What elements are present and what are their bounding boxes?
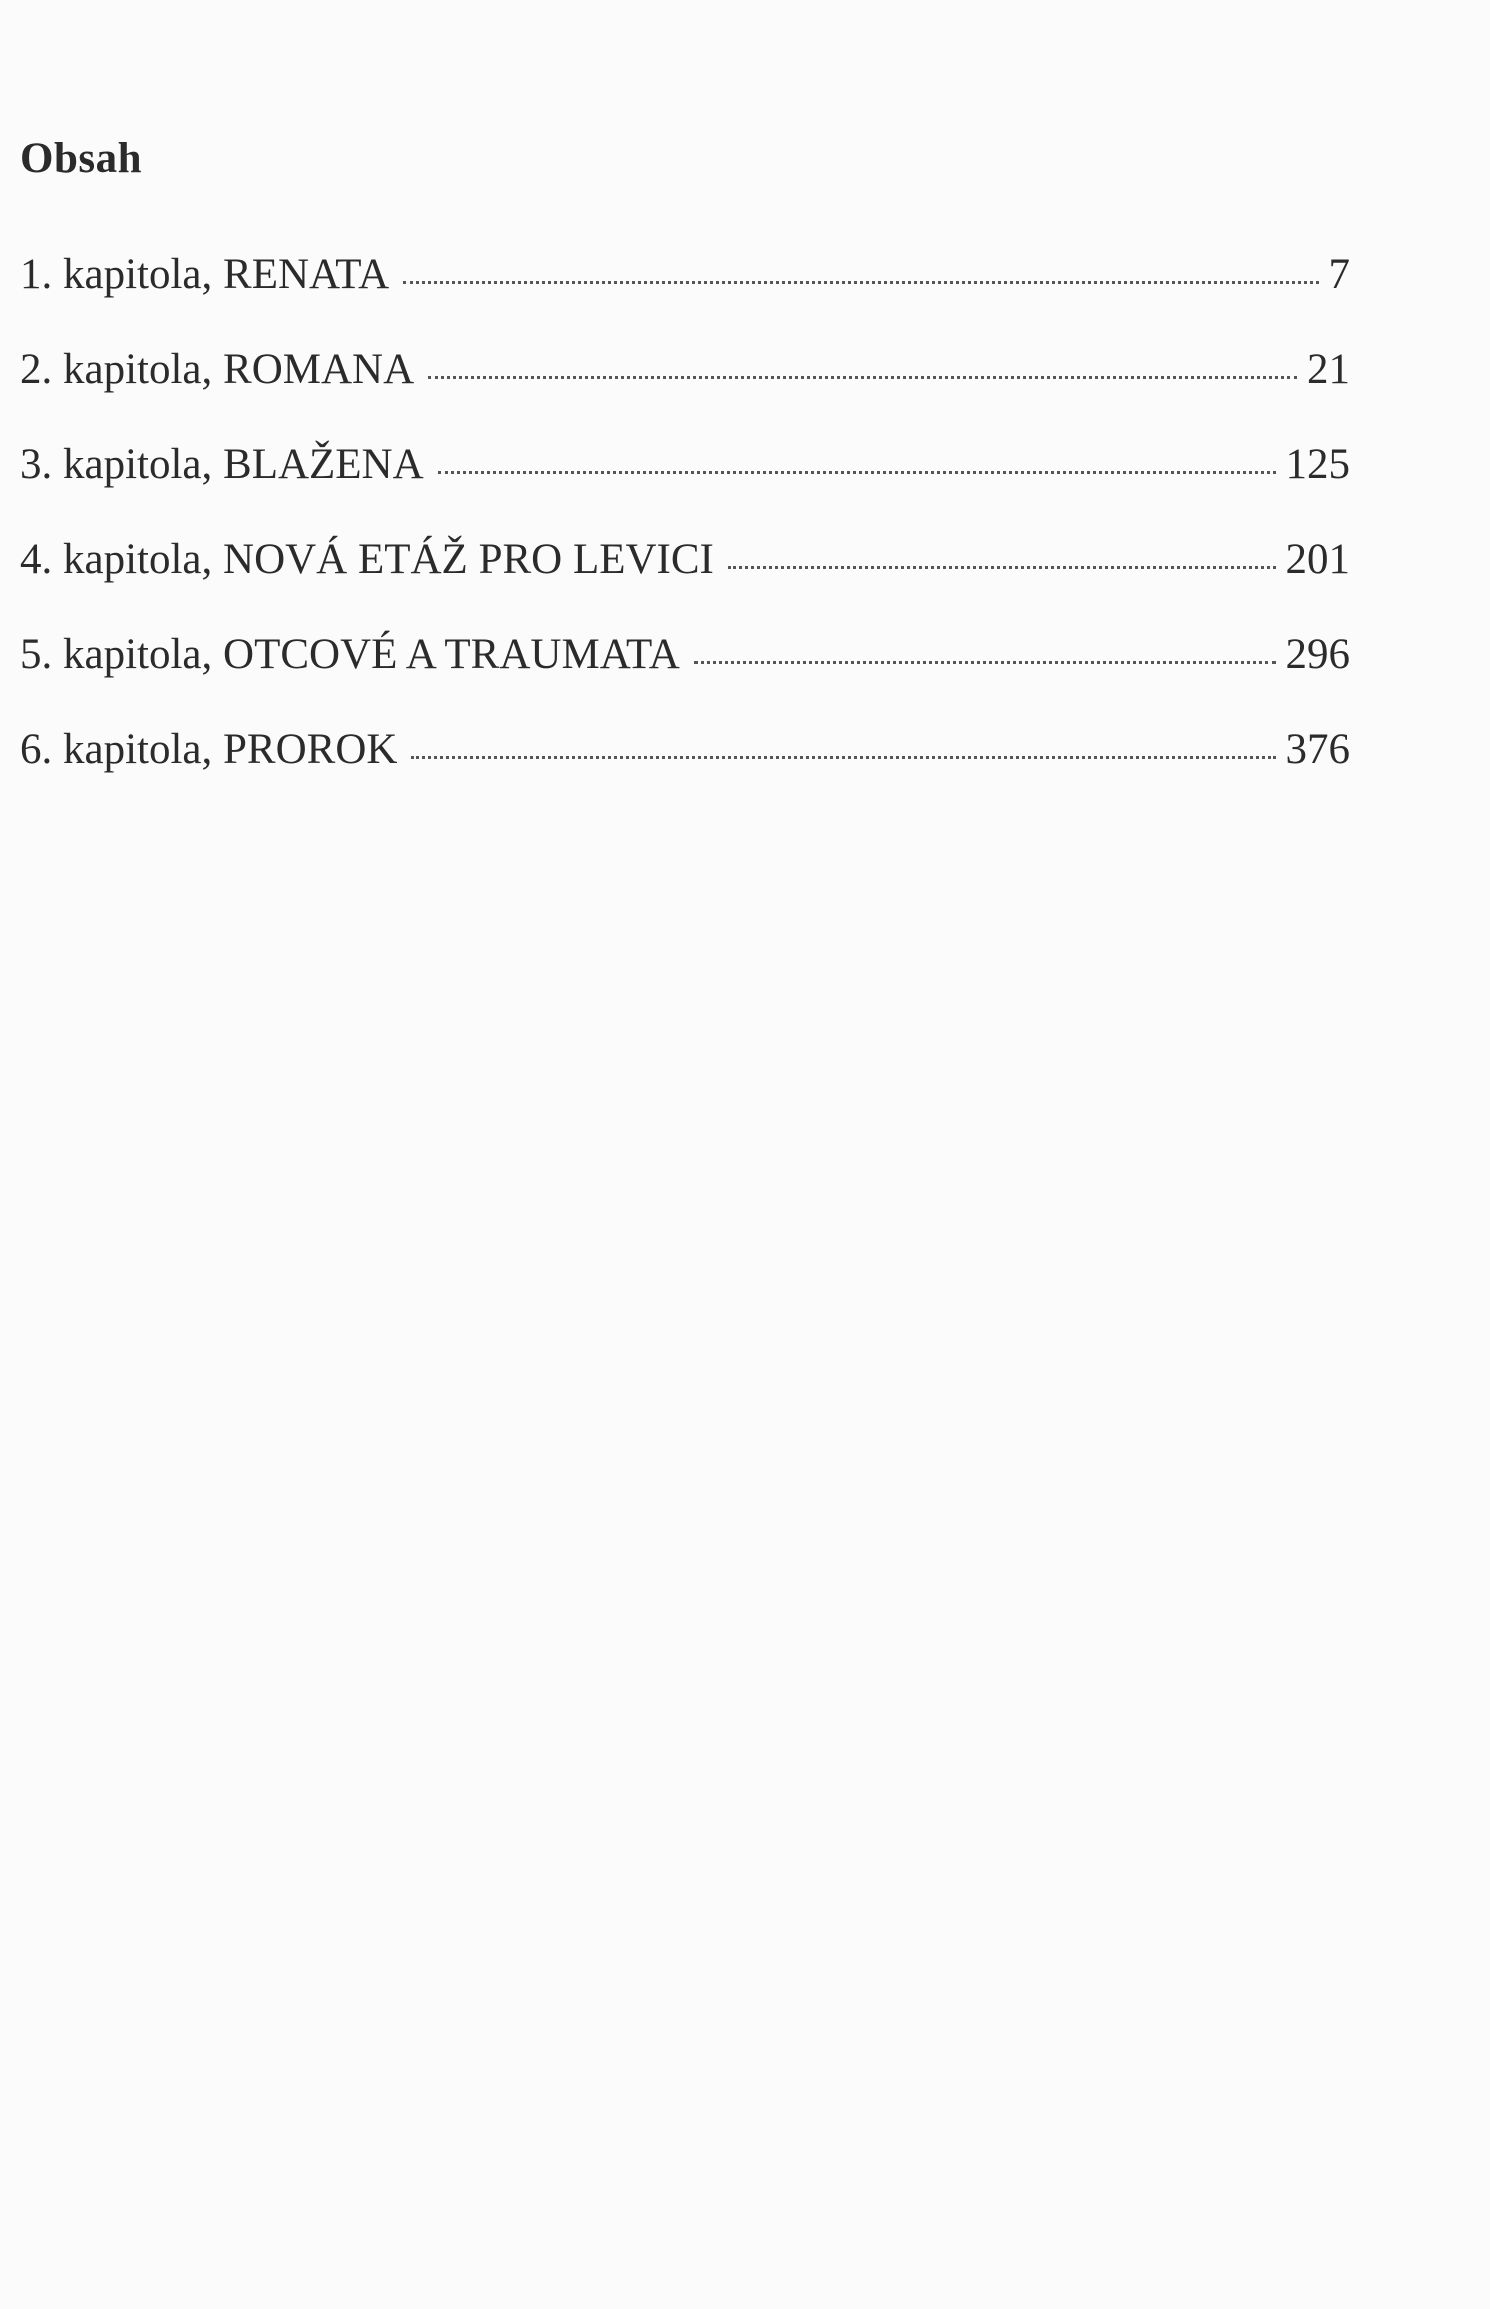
dot-leader [728, 566, 1276, 569]
toc-entry-page-number: 21 [1307, 346, 1350, 393]
toc-entry [20, 253, 1350, 348]
toc-entry-page-number: 125 [1285, 441, 1350, 488]
page-title: Obsah [20, 134, 143, 182]
toc-entry-title: 5. kapitola, OTCOVÉ A TRAUMATA [20, 631, 680, 678]
toc-entry-page-number: 7 [1328, 251, 1350, 298]
toc-entry [20, 348, 1350, 443]
toc-entry-page-number: 201 [1285, 536, 1350, 583]
toc-entry [20, 538, 1350, 633]
toc-entry-title: 4. kapitola, NOVÁ ETÁŽ PRO LEVICI [20, 536, 714, 583]
dot-leader [411, 756, 1275, 759]
toc-entry [20, 443, 1350, 538]
toc-entry-title: 6. kapitola, PROROK [20, 726, 398, 773]
toc-entry-title: 2. kapitola, ROMANA [20, 346, 415, 393]
toc-entry [20, 728, 1350, 823]
toc-entry-title: 3. kapitola, BLAŽENA [20, 441, 424, 488]
dot-leader [403, 281, 1318, 284]
toc-entry [20, 633, 1350, 728]
dot-leader [694, 661, 1276, 664]
dot-leader [438, 471, 1276, 474]
dot-leader [428, 376, 1297, 379]
toc-entry-page-number: 376 [1285, 726, 1350, 773]
toc-entry-page-number: 296 [1285, 631, 1350, 678]
toc-entry-title: 1. kapitola, RENATA [20, 251, 390, 298]
table-of-contents [20, 253, 1350, 823]
